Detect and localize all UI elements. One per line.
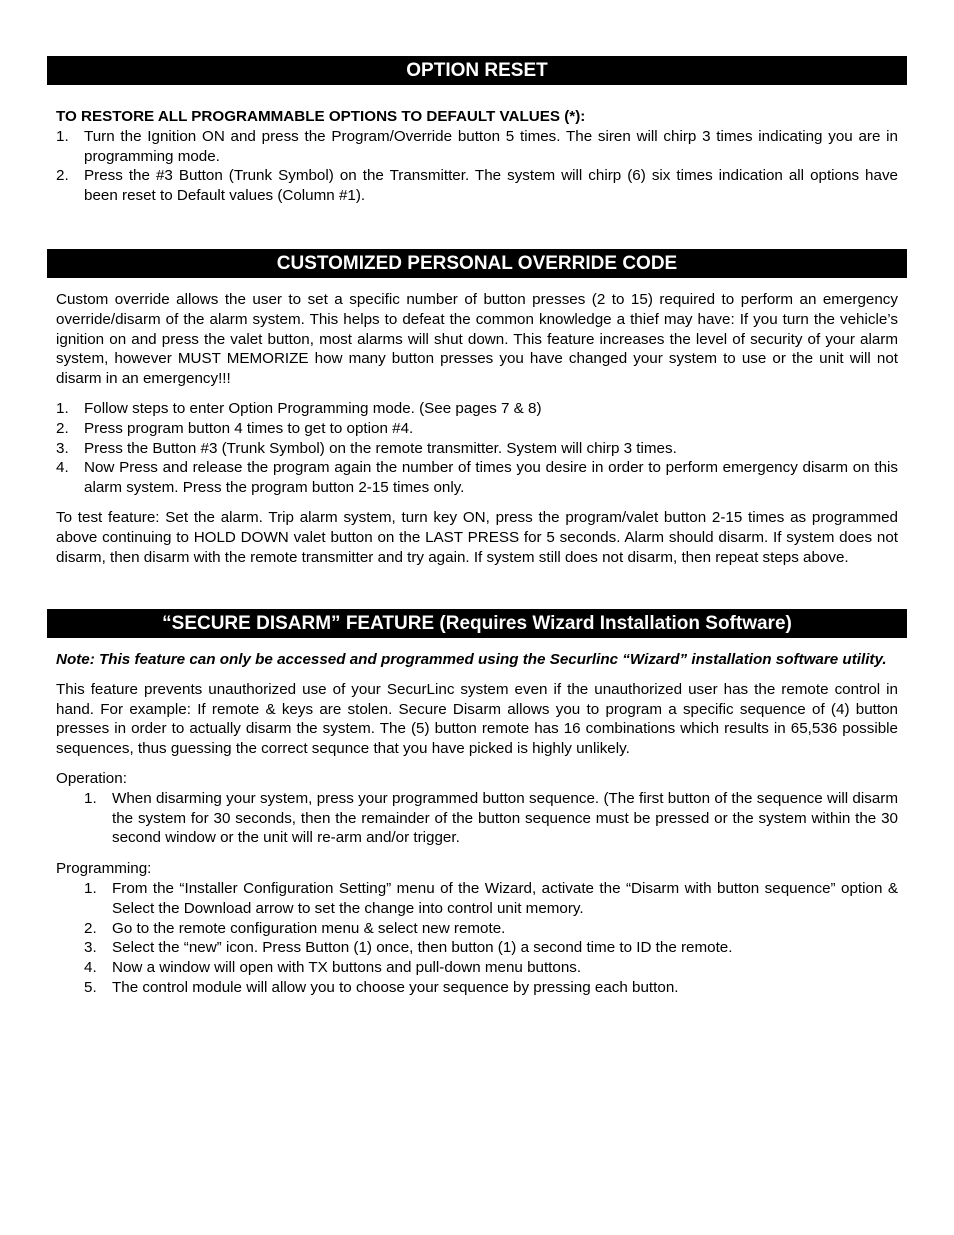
operation-label: Operation: [56, 769, 127, 787]
override-intro: Custom override allows the user to set a specific number of button presses (2 to 15) required to perform an emergency override/disarm of the alarm system. This helps to defeat the common knowledge a thief may have: If you turn the vehicle’s ignition on and press the valet button, most alarms will shut down. This feature increases the level of security of your alarm system, however MUST MEMORIZE how many button presses you have changed your system to use or the unit will not disarm in an emergency!!! [56, 291, 898, 388]
list-item: 2. Press the #3 Button (Trunk Symbol) on the Transmitter. The system will chirp (6) six times indication all options have been reset to Default values (Column #1). [56, 167, 898, 205]
list-item: 3. Select the “new” icon. Press Button (1) once, then button (1) a second time to ID the remote. [84, 939, 733, 957]
secure-disarm-intro: This feature prevents unauthorized use of your SecurLinc system even if the unauthorized user has the remote control in hand. For example: If remote & keys are stolen. Secure Disarm allows you to program a specific sequence of (4) button presses in order to actually disarm the system. The (5) button remote has 16 combinations which results in 65,536 possible sequences, thus guessing the correct sequnce that you have picked is highly unlikely. [56, 680, 898, 758]
override-test: To test feature: Set the alarm. Trip alarm system, turn key ON, press the program/valet button 2-15 times as programmed above continuing to HOLD DOWN valet button on the LAST PRESS for 5 seconds. Alarm should disarm. If system does not disarm, then disarm with the remote transmitter and try again. If system still does not disarm, then repeat steps above. [56, 508, 898, 566]
list-item: 3. Press the Button #3 (Trunk Symbol) on the remote transmitter. System will chirp 3 times. [56, 439, 677, 457]
override-steps [56, 399, 898, 498]
secure-disarm-note: Note: This feature can only be accessed and programmed using the Securlinc “Wizard” installation software utility. [56, 651, 887, 668]
option-reset-subtitle: TO RESTORE ALL PROGRAMMABLE OPTIONS TO DEFAULT VALUES (*): [56, 108, 586, 125]
option-reset-steps [56, 127, 898, 206]
list-item: 1. From the “Installer Configuration Setting” menu of the Wizard, activate the “Disarm with button sequence” option & Select the Download arrow to set the change into control unit memory. [84, 879, 898, 917]
list-item: 5. The control module will allow you to choose your sequence by pressing each button. [84, 978, 679, 996]
operation-steps [84, 789, 898, 848]
override-code-body [56, 290, 898, 567]
option-reset-body [56, 107, 898, 206]
list-item: 1. Turn the Ignition ON and press the Program/Override button 5 times. The siren will chirp 3 times indicating you are in programming mode. [56, 127, 898, 165]
section-header-option-reset: OPTION RESET [47, 56, 907, 85]
list-item: 2. Go to the remote configuration menu & select new remote. [84, 919, 506, 937]
programming-label: Programming: [56, 860, 152, 878]
list-item: 4. Now a window will open with TX buttons and pull-down menu buttons. [84, 959, 582, 977]
secure-disarm-body [56, 650, 898, 998]
list-item: 1. Follow steps to enter Option Programming mode. (See pages 7 & 8) [56, 399, 542, 417]
list-item: 1. When disarming your system, press your programmed button sequence. (The first button of the sequence will disarm the system for 30 seconds, then the remainder of the button sequence must be pressed or the system within the 30 second window or the unit will re-arm and/or trigger. [84, 789, 898, 847]
list-item: 2. Press program button 4 times to get to option #4. [56, 419, 414, 437]
section-header-secure-disarm: “SECURE DISARM” FEATURE (Requires Wizard Installation Software) [47, 609, 907, 638]
programming-steps [84, 879, 898, 998]
list-item: 4. Now Press and release the program again the number of times you desire in order to perform emergency disarm on this alarm system. Press the program button 2-15 times only. [56, 459, 898, 497]
section-header-override-code: CUSTOMIZED PERSONAL OVERRIDE CODE [47, 249, 907, 278]
